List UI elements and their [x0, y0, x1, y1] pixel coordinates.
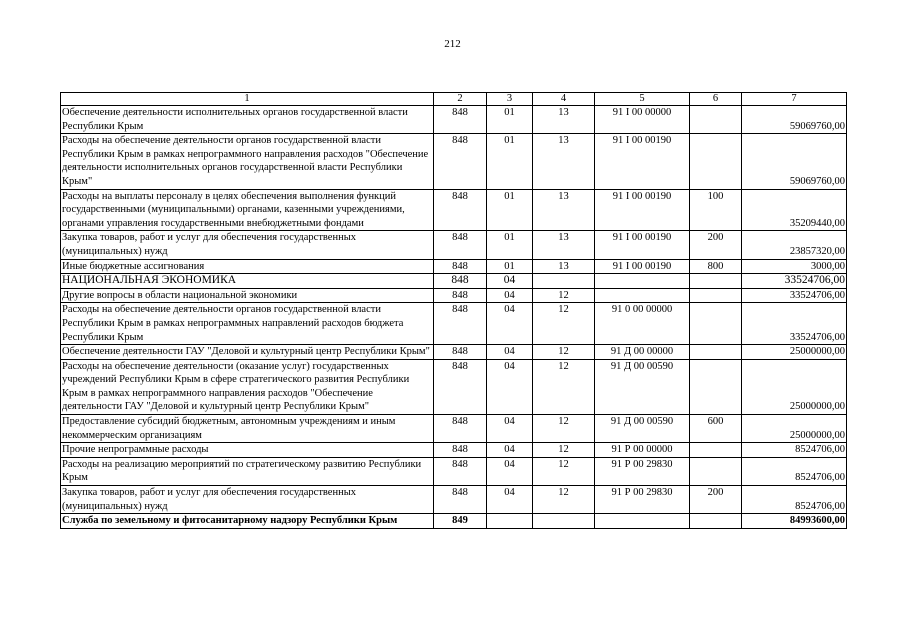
row-name-cell: Обеспечение деятельности исполнительных органов государственной власти Республики Крым	[61, 106, 434, 134]
budget-table	[60, 92, 847, 529]
row-amount-cell: 8524706,00	[742, 457, 847, 485]
row-amount-cell: 33524706,00	[742, 288, 847, 303]
row-amount-cell: 59069760,00	[742, 106, 847, 134]
row-subsection-cell: 12	[533, 345, 595, 360]
row-section-cell: 04	[487, 457, 533, 485]
table-row	[61, 514, 847, 529]
table-row	[61, 303, 847, 345]
header-cell: 4	[533, 93, 595, 106]
row-amount-cell: 23857320,00	[742, 231, 847, 259]
table-row	[61, 231, 847, 259]
row-target-cell: 91 I 00 00190	[595, 231, 690, 259]
row-type-cell	[690, 514, 742, 529]
row-name-cell: Предоставление субсидий бюджетным, автономным учреждениям и иным некоммерческим организациям	[61, 415, 434, 443]
row-type-cell: 200	[690, 231, 742, 259]
table-row	[61, 359, 847, 414]
table-row	[61, 106, 847, 134]
row-subsection-cell: 13	[533, 259, 595, 274]
row-amount-cell: 3000,00	[742, 259, 847, 274]
row-amount-cell: 8524706,00	[742, 443, 847, 458]
row-section-cell: 04	[487, 359, 533, 414]
row-section-cell: 04	[487, 288, 533, 303]
row-subsection-cell	[533, 274, 595, 289]
row-code-cell: 848	[434, 288, 487, 303]
row-type-cell	[690, 457, 742, 485]
row-code-cell: 848	[434, 345, 487, 360]
row-code-cell: 848	[434, 231, 487, 259]
row-subsection-cell: 12	[533, 288, 595, 303]
row-subsection-cell: 12	[533, 486, 595, 514]
row-target-cell	[595, 514, 690, 529]
row-subsection-cell: 12	[533, 415, 595, 443]
row-name-cell: Расходы на обеспечение деятельности (оказание услуг) государственных учреждений Республики Крым в сфере стратегического развития Республики Крым в рамках непрограммного направления расходов "Обеспечение деятельности ГАУ "Деловой и культурный центр Республики Крым"	[61, 359, 434, 414]
row-target-cell: 91 Д 00 00000	[595, 345, 690, 360]
row-subsection-cell: 12	[533, 303, 595, 345]
table-row	[61, 443, 847, 458]
table-row	[61, 259, 847, 274]
header-cell: 2	[434, 93, 487, 106]
row-target-cell: 91 0 00 00000	[595, 303, 690, 345]
row-subsection-cell: 13	[533, 189, 595, 231]
row-target-cell: 91 I 00 00190	[595, 259, 690, 274]
row-name-cell: Закупка товаров, работ и услуг для обеспечения государственных (муниципальных) нужд	[61, 231, 434, 259]
row-amount-cell: 59069760,00	[742, 134, 847, 189]
table-row	[61, 486, 847, 514]
header-cell: 5	[595, 93, 690, 106]
row-target-cell	[595, 274, 690, 289]
row-name-cell: Обеспечение деятельности ГАУ "Деловой и культурный центр Республики Крым"	[61, 345, 434, 360]
table-row	[61, 134, 847, 189]
row-subsection-cell: 13	[533, 134, 595, 189]
row-target-cell: 91 Р 00 29830	[595, 486, 690, 514]
row-name-cell: Расходы на выплаты персоналу в целях обеспечения выполнения функций государственными (муниципальными) органами, казенными учреждениями, органами управления государственными внебюджетными фондами	[61, 189, 434, 231]
row-amount-cell: 35209440,00	[742, 189, 847, 231]
header-cell: 7	[742, 93, 847, 106]
row-target-cell: 91 Р 00 00000	[595, 443, 690, 458]
row-section-cell: 04	[487, 274, 533, 289]
row-type-cell	[690, 288, 742, 303]
row-subsection-cell: 12	[533, 457, 595, 485]
row-subsection-cell: 13	[533, 106, 595, 134]
table-row	[61, 274, 847, 289]
row-code-cell: 848	[434, 359, 487, 414]
row-target-cell: 91 Р 00 29830	[595, 457, 690, 485]
row-amount-cell: 25000000,00	[742, 345, 847, 360]
row-target-cell: 91 I 00 00190	[595, 134, 690, 189]
row-name-cell: Закупка товаров, работ и услуг для обеспечения государственных (муниципальных) нужд	[61, 486, 434, 514]
row-code-cell: 848	[434, 303, 487, 345]
header-cell: 1	[61, 93, 434, 106]
row-code-cell: 848	[434, 134, 487, 189]
table-row	[61, 345, 847, 360]
row-name-cell: Другие вопросы в области национальной экономики	[61, 288, 434, 303]
table-row	[61, 189, 847, 231]
row-target-cell: 91 Д 00 00590	[595, 415, 690, 443]
row-code-cell: 848	[434, 415, 487, 443]
row-target-cell	[595, 288, 690, 303]
row-type-cell	[690, 359, 742, 414]
header-cell: 3	[487, 93, 533, 106]
row-target-cell: 91 I 00 00190	[595, 189, 690, 231]
row-section-cell	[487, 514, 533, 529]
row-target-cell: 91 I 00 00000	[595, 106, 690, 134]
row-type-cell	[690, 274, 742, 289]
row-type-cell: 200	[690, 486, 742, 514]
row-section-cell: 01	[487, 106, 533, 134]
table-header-row	[61, 93, 847, 106]
row-type-cell: 600	[690, 415, 742, 443]
row-code-cell: 848	[434, 259, 487, 274]
row-amount-cell: 8524706,00	[742, 486, 847, 514]
page-number: 212	[444, 38, 461, 50]
row-code-cell: 848	[434, 443, 487, 458]
row-amount-cell: 33524706,00	[742, 274, 847, 289]
row-name-cell: Расходы на обеспечение деятельности органов государственной власти Республики Крым в рамках непрограммных направлений расходов бюджета Республики Крым	[61, 303, 434, 345]
row-subsection-cell	[533, 514, 595, 529]
row-subsection-cell: 13	[533, 231, 595, 259]
row-section-cell: 01	[487, 189, 533, 231]
row-subsection-cell: 12	[533, 359, 595, 414]
row-section-cell: 01	[487, 231, 533, 259]
row-section-cell: 04	[487, 415, 533, 443]
table-row	[61, 415, 847, 443]
row-type-cell: 100	[690, 189, 742, 231]
row-type-cell	[690, 443, 742, 458]
row-type-cell: 800	[690, 259, 742, 274]
row-code-cell: 848	[434, 189, 487, 231]
row-name-cell: НАЦИОНАЛЬНАЯ ЭКОНОМИКА	[61, 274, 434, 289]
row-name-cell: Расходы на реализацию мероприятий по стратегическому развитию Республики Крым	[61, 457, 434, 485]
row-amount-cell: 25000000,00	[742, 415, 847, 443]
table-row	[61, 288, 847, 303]
row-section-cell: 04	[487, 303, 533, 345]
row-amount-cell: 84993600,00	[742, 514, 847, 529]
row-type-cell	[690, 134, 742, 189]
row-name-cell: Прочие непрограммные расходы	[61, 443, 434, 458]
row-name-cell: Иные бюджетные ассигнования	[61, 259, 434, 274]
row-code-cell: 848	[434, 457, 487, 485]
row-section-cell: 01	[487, 134, 533, 189]
row-code-cell: 848	[434, 274, 487, 289]
row-section-cell: 04	[487, 345, 533, 360]
row-code-cell: 848	[434, 486, 487, 514]
row-section-cell: 04	[487, 443, 533, 458]
row-type-cell	[690, 345, 742, 360]
row-amount-cell: 33524706,00	[742, 303, 847, 345]
row-section-cell: 01	[487, 259, 533, 274]
row-code-cell: 849	[434, 514, 487, 529]
row-section-cell: 04	[487, 486, 533, 514]
row-target-cell: 91 Д 00 00590	[595, 359, 690, 414]
row-type-cell	[690, 106, 742, 134]
row-subsection-cell: 12	[533, 443, 595, 458]
row-type-cell	[690, 303, 742, 345]
row-code-cell: 848	[434, 106, 487, 134]
row-name-cell: Расходы на обеспечение деятельности органов государственной власти Республики Крым в рамках непрограммного направления расходов "Обеспечение деятельности исполнительных органов государственной власти Республики Крым"	[61, 134, 434, 189]
row-amount-cell: 25000000,00	[742, 359, 847, 414]
header-cell: 6	[690, 93, 742, 106]
row-name-cell: Служба по земельному и фитосанитарному надзору Республики Крым	[61, 514, 434, 529]
table-row	[61, 457, 847, 485]
